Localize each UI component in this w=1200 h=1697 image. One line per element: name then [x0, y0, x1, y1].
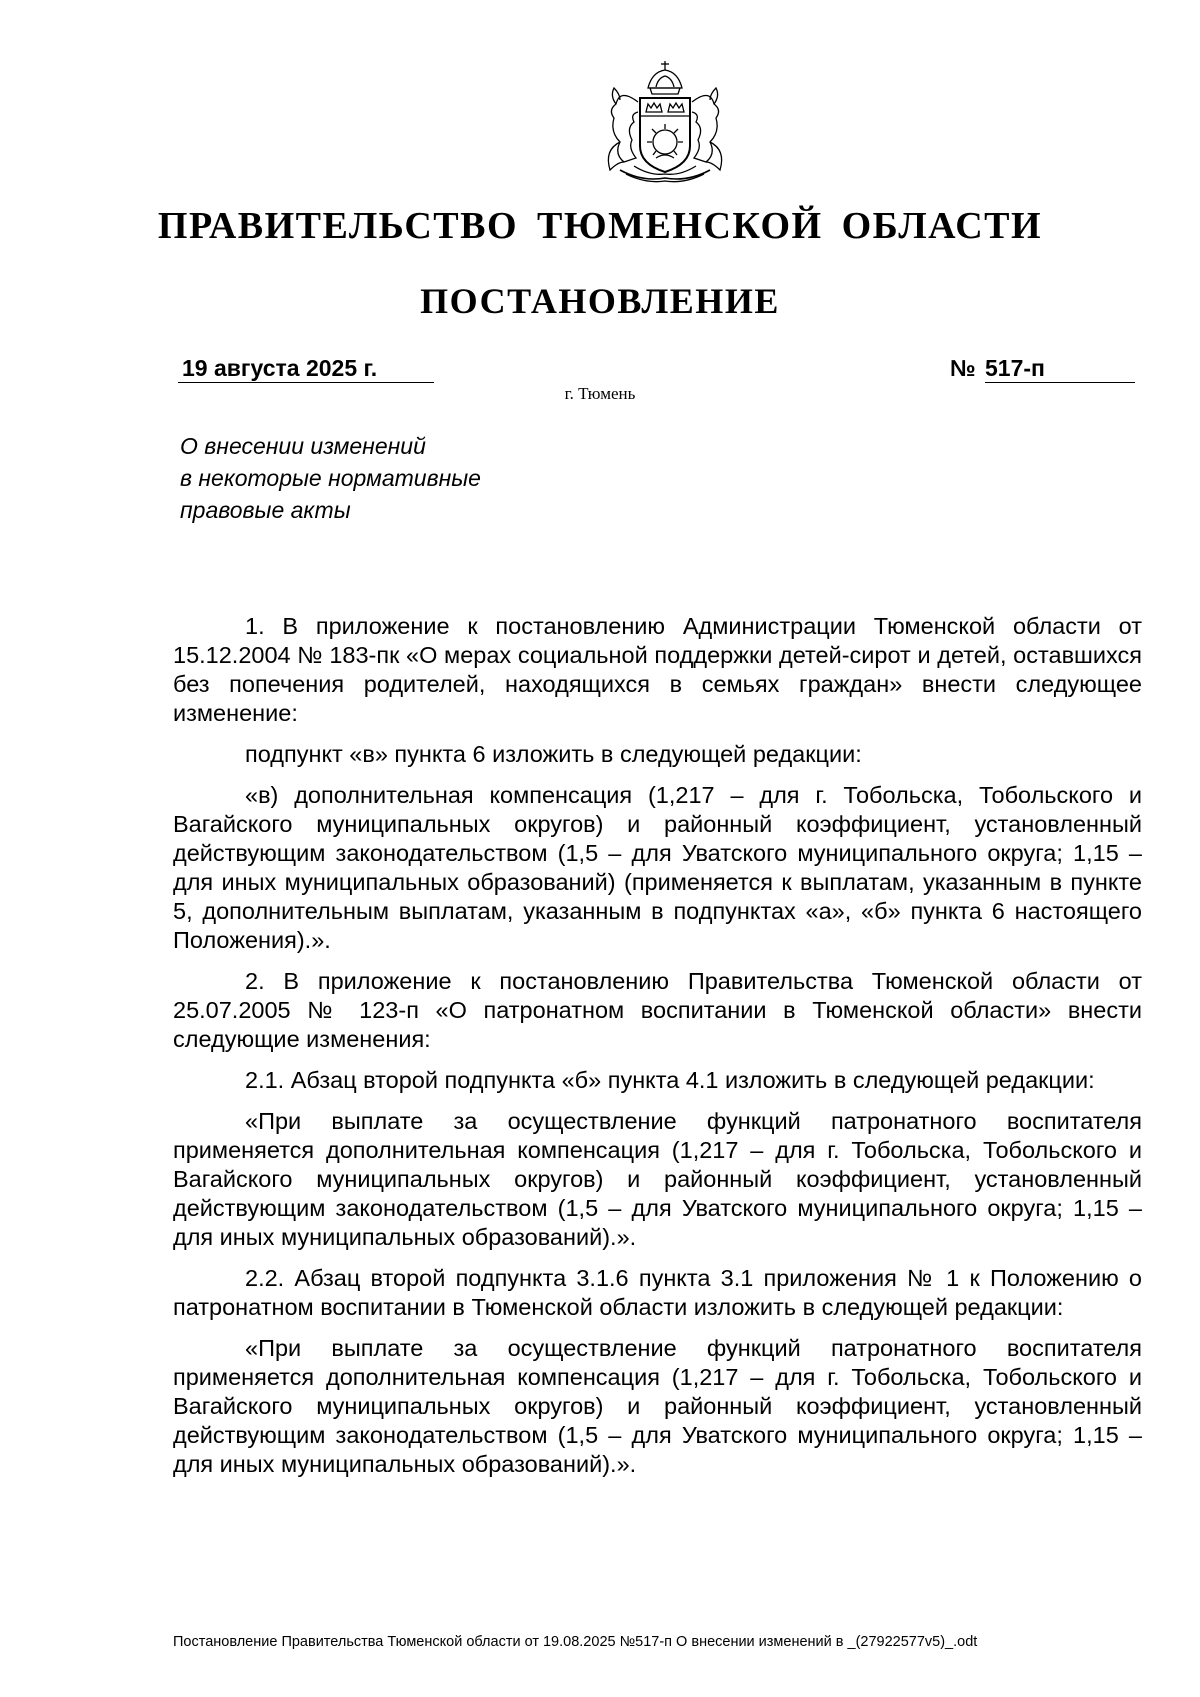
document-subject — [180, 430, 481, 526]
issuing-city: г. Тюмень — [564, 384, 636, 403]
subject-line: в некоторые нормативные — [180, 465, 481, 491]
document-body — [173, 612, 1142, 1491]
document-date: 19 августа 2025 г. — [178, 354, 434, 383]
organization-title: ПРАВИТЕЛЬСТВО ТЮМЕНСКОЙ ОБЛАСТИ — [157, 205, 1043, 247]
page-footer: Постановление Правительства Тюменской области от 19.08.2025 №517-п О внесении изменений в _(27922577v5)_.odt — [173, 1634, 978, 1650]
document-type-title: ПОСТАНОВЛЕНИЕ — [420, 281, 780, 321]
document-number: 517-п — [985, 354, 1135, 383]
subject-line: правовые акты — [180, 497, 351, 523]
body-paragraph: 2.1. Абзац второй подпункта «б» пункта 4.1 изложить в следующей редакции: — [245, 1067, 1095, 1093]
body-paragraph: «При выплате за осуществление функций патронатного воспитателя применяется дополнительная компенсация (1,217 – для г. Тобольска, Тобольского и Вагайского муниципальных округов) и районный коэффициент, установленный действующим законодательством (1,5 – для Уватского муниципального округа; 1,15 – для иных муниципальных образований).». — [173, 1335, 1142, 1477]
body-paragraph: «в) дополнительная компенсация (1,217 – для г. Тобольска, Тобольского и Вагайского муниципальных округов) и районный коэффициент, установленный действующим законодательством (1,5 – для Уватского муниципального округа; 1,15 – для иных муниципальных образований) (применяется к выплатам, указанным в пункте 5, дополнительным выплатам, указанным в подпунктах «а», «б» пункта 6 настоящего Положения).». — [173, 782, 1142, 953]
number-sign: № — [950, 355, 976, 381]
body-paragraph: «При выплате за осуществление функций патронатного воспитателя применяется дополнительная компенсация (1,217 – для г. Тобольска, Тобольского и Вагайского муниципальных округов) и районный коэффициент, установленный действующим законодательством (1,5 – для Уватского муниципального округа; 1,15 – для иных муниципальных образований).». — [173, 1108, 1142, 1250]
subject-line: О внесении изменений — [180, 433, 426, 459]
body-paragraph: 2.2. Абзац второй подпункта 3.1.6 пункта 3.1 приложения № 1 к Положению о патронатном воспитании в Тюменской области изложить в следующей редакции: — [173, 1265, 1142, 1320]
coat-of-arms-emblem — [590, 58, 740, 186]
body-paragraph: подпункт «в» пункта 6 изложить в следующей редакции: — [245, 741, 862, 767]
body-paragraph: 2. В приложение к постановлению Правительства Тюменской области от 25.07.2005 № 123-п «О патронатном воспитании в Тюменской области» внести следующие изменения: — [173, 968, 1142, 1052]
body-paragraph: 1. В приложение к постановлению Администрации Тюменской области от 15.12.2004 № 183-пк «О мерах социальной поддержки детей-сирот и детей, оставшихся без попечения родителей, находящихся в семьях граждан» внести следующее изменение: — [173, 613, 1142, 726]
